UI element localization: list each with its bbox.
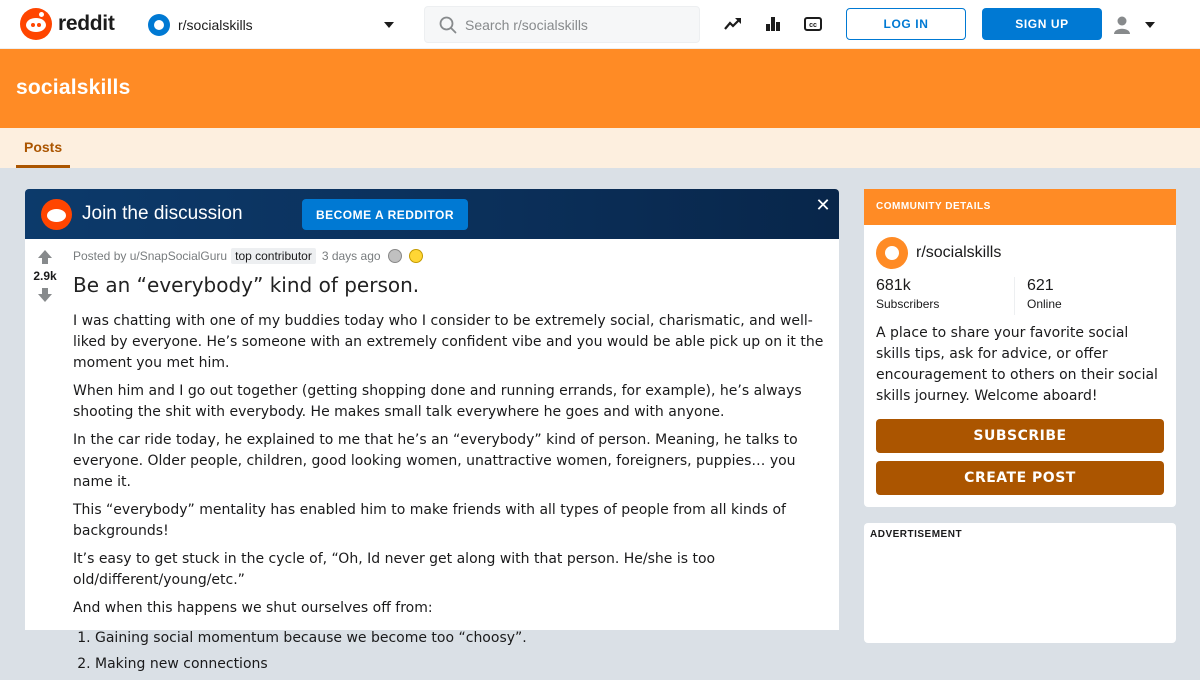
subscribers-label: Subscribers — [876, 297, 940, 311]
post-paragraph: I was chatting with one of my buddies today who I consider to be extremely social, charismatic, and well-liked by everyone. He’s someone with an extremely confident vibe and you would be able pick up on it the moment you met him. — [73, 313, 824, 371]
post-paragraph: When him and I go out together (getting shopping done and running errands, for example), he’s always shooting the shit with everybody. He makes small talk everywhere he goes and with anyone. — [73, 383, 802, 420]
sidebar-community-name: r/socialskills — [916, 244, 1002, 261]
helpful-award-icon — [409, 249, 423, 263]
online-count: 621 — [1027, 277, 1054, 294]
search-input[interactable] — [465, 17, 685, 33]
svg-text:cc: cc — [809, 22, 817, 29]
subscribers-stat — [876, 277, 1014, 315]
post-paragraph: It’s easy to get stuck in the cycle of, “Oh, Id never get along with that person. He/she is too old/different/young/etc.” — [73, 551, 716, 588]
post-time[interactable]: 3 days ago — [321, 249, 381, 263]
community-details-card — [864, 189, 1176, 507]
online-stat — [1014, 277, 1152, 315]
post-paragraph: In the car ride today, he explained to me that he’s an “everybody” kind of person. Meaning, he talks to everyone. Older people, children, good looking women, unattractive women, foreigners, puppies… you name it. — [73, 432, 798, 490]
community-selector[interactable] — [148, 11, 400, 39]
user-icon — [1112, 15, 1132, 35]
chevron-down-icon — [384, 22, 394, 28]
upvote-icon[interactable] — [37, 249, 53, 265]
reddit-wordmark: reddit — [58, 12, 115, 35]
tab-posts[interactable]: Posts — [16, 128, 70, 168]
community-selector-label: r/socialskills — [178, 17, 253, 33]
user-menu[interactable] — [1112, 14, 1162, 36]
join-banner — [25, 189, 839, 239]
subreddit-tabs — [0, 128, 1200, 168]
advertisement-card — [864, 523, 1176, 643]
post-meta — [73, 247, 423, 265]
online-label: Online — [1027, 297, 1062, 311]
create-post-button[interactable]: CREATE POST — [876, 461, 1164, 495]
post-title[interactable]: Be an “everybody” kind of person. — [73, 273, 420, 297]
silver-award-icon — [388, 249, 402, 263]
vote-column — [25, 239, 65, 303]
snoo-icon — [41, 199, 72, 230]
community-icon — [148, 14, 170, 36]
post-author[interactable]: Posted by u/SnapSocialGuru — [73, 249, 228, 263]
downvote-icon[interactable] — [37, 287, 53, 303]
chevron-down-icon — [1144, 21, 1156, 29]
reddit-logo[interactable] — [20, 8, 115, 40]
signup-button[interactable]: SIGN UP — [982, 8, 1102, 40]
snoo-icon — [20, 8, 52, 40]
search-icon — [439, 16, 457, 34]
become-redditor-button[interactable]: BECOME A REDDITOR — [302, 199, 468, 230]
captions-icon[interactable] — [803, 14, 823, 34]
vote-count: 2.9k — [33, 269, 57, 283]
subscribers-count: 681k — [876, 277, 911, 294]
post-paragraph: And when this happens we shut ourselves off from: — [73, 600, 433, 616]
advertisement-label: ADVERTISEMENT — [870, 529, 963, 540]
list-item: 2. Making new connections — [95, 654, 833, 675]
user-flair: top contributor — [231, 248, 316, 264]
community-icon — [876, 237, 908, 269]
stats-icon[interactable] — [763, 14, 783, 34]
trending-icon[interactable] — [723, 14, 743, 34]
top-nav — [0, 0, 1200, 49]
list-item: 1. Gaining social momentum because we become too “choosy”. — [95, 628, 833, 649]
community-stats — [876, 277, 1164, 315]
post-list — [73, 628, 833, 675]
subreddit-banner — [0, 49, 1200, 128]
sidebar-community[interactable] — [876, 237, 1001, 269]
post-text — [73, 311, 833, 680]
post-card — [25, 239, 839, 672]
join-text: Join the discussion — [82, 203, 243, 224]
subreddit-title: socialskills — [16, 76, 131, 99]
search-bar[interactable] — [424, 6, 700, 43]
post-paragraph: This “everybody” mentality has enabled him to make friends with all types of people from all kinds of backgrounds! — [73, 502, 786, 539]
login-button[interactable]: LOG IN — [846, 8, 966, 40]
subscribe-button[interactable]: SUBSCRIBE — [876, 419, 1164, 453]
close-icon[interactable]: ✕ — [815, 195, 831, 216]
community-description: A place to share your favorite social skills tips, ask for advice, or offer encouragement to others on their social skills journey. Welcome aboard! — [876, 325, 1158, 404]
community-details-heading: COMMUNITY DETAILS — [864, 189, 1176, 225]
